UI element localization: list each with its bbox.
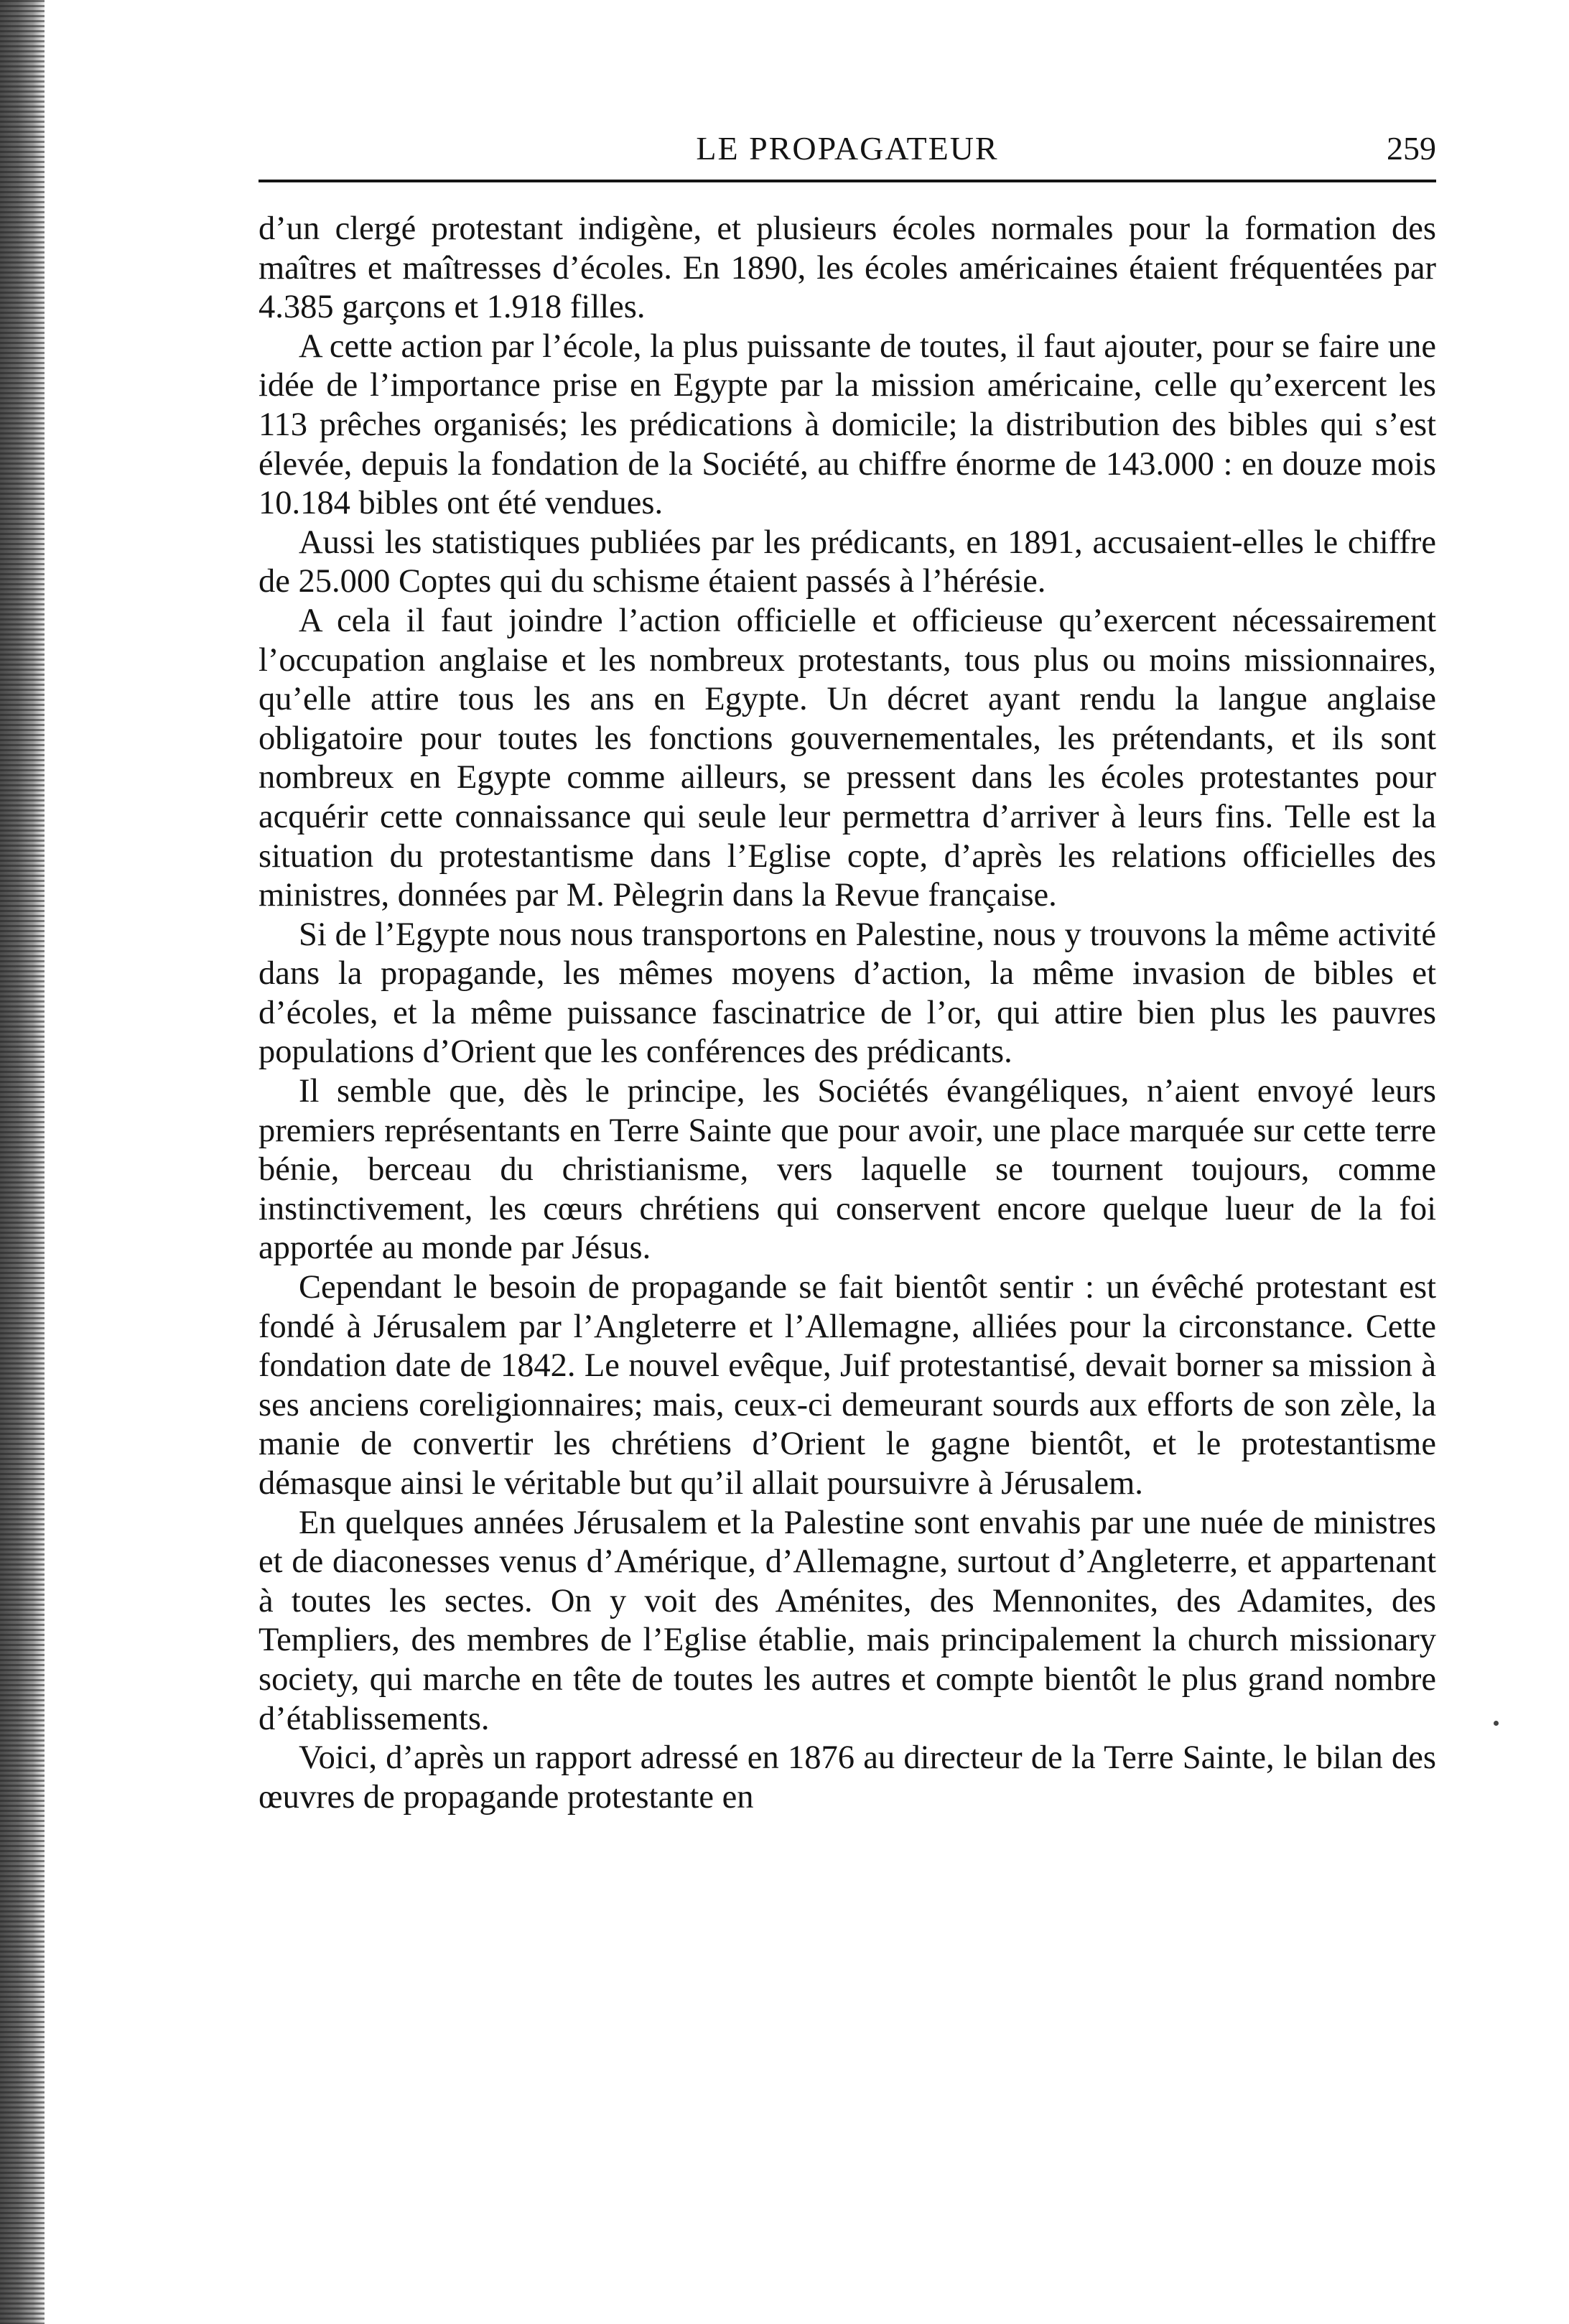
paragraph: A cela il faut joindre l’action officielle et officieuse qu’exercent nécessairement l’occupation anglaise et les nombreux protestants, tous plus ou moins missionnaires, qu’elle attire tous les ans en Egypte. Un décret ayant rendu la langue anglaise obligatoire pour toutes les fonctions gouvernementales, les prétendants, et ils sont nombreux en Egypte comme ailleurs, se pressent dans les écoles protestantes pour acquérir cette connaissance qui seule leur permettra d’arriver à leurs fins. Telle est la situation du protestantisme dans l’Eglise copte, d’après les relations officielles des ministres, données par M. Pèlegrin dans la Revue française. bbox=[259, 602, 1436, 914]
running-title: LE PROPAGATEUR bbox=[696, 130, 999, 167]
paragraph: A cette action par l’école, la plus puissante de toutes, il faut ajouter, pour se faire une idée de l’importance prise en Egypte par la mission américaine, celle qu’exercent les 113 prêches organisés; les prédications à domicile; la distribution des bibles qui s’est élevée, depuis la fondation de la Société, au chiffre énorme de 143.000 : en douze mois 10.184 bibles ont été vendues. bbox=[259, 327, 1436, 522]
page-number: 259 bbox=[1387, 130, 1436, 167]
body-text bbox=[259, 210, 1436, 1817]
paragraph: Il semble que, dès le principe, les Sociétés évangéliques, n’aient envoyé leurs premiers représentants en Terre Sainte que pour avoir, une place marquée sur cette terre bénie, berceau du christianisme, vers laquelle se tournent toujours, comme instinctivement, les cœurs chrétiens qui conservent encore quelque lueur de la foi apportée au monde par Jésus. bbox=[259, 1073, 1436, 1267]
paragraph: Aussi les statistiques publiées par les prédicants, en 1891, accusaient-elles le chiffre de 25.000 Coptes qui du schisme étaient passés à l’hérésie. bbox=[259, 524, 1436, 600]
book-page bbox=[259, 108, 1436, 1817]
ink-speck bbox=[1494, 1721, 1499, 1726]
paragraph: Cependant le besoin de propagande se fait bientôt sentir : un évêché protestant est fondé à Jérusalem par l’Angleterre et l’Allemagne, alliées pour la circonstance. Cette fondation date de 1842. Le nouvel evêque, Juif protestantisé, devait borner sa mission à ses anciens coreligionnaires; mais, ceux-ci demeurant sourds aux efforts de son zèle, la manie de convertir les chrétiens d’Orient le gagne bientôt, et le protestantisme démasque ainsi le véritable but qu’il allait poursuivre à Jérusalem. bbox=[259, 1269, 1436, 1502]
paragraph: Voici, d’après un rapport adressé en 1876 au directeur de la Terre Sainte, le bilan des œuvres de propagande protestante en bbox=[259, 1739, 1436, 1816]
paragraph: d’un clergé protestant indigène, et plusieurs écoles normales pour la formation des maîtres et maîtresses d’écoles. En 1890, les écoles américaines étaient fréquentées par 4.385 garçons et 1.918 filles. bbox=[259, 210, 1436, 326]
paragraph: En quelques années Jérusalem et la Palestine sont envahis par une nuée de ministres et de diaconesses venus d’Amérique, d’Allemagne, surtout d’Angleterre, et appartenant à toutes les sectes. On y voit des Aménites, des Mennonites, des Adamites, des Templiers, des membres de l’Eglise établie, mais principalement la church missionary society, qui marche en tête de toutes les autres et compte bientôt le plus grand nombre d’établissements. bbox=[259, 1504, 1436, 1737]
page-header bbox=[259, 108, 1436, 180]
page-binding-edge bbox=[0, 0, 45, 2324]
header-rule bbox=[259, 180, 1436, 182]
paragraph: Si de l’Egypte nous nous transportons en Palestine, nous y trouvons la même activité dans la propagande, les mêmes moyens d’action, la même invasion de bibles et d’écoles, et la même puissance fascinatrice de l’or, qui attire bien plus les pauvres populations d’Orient que les conférences des prédicants. bbox=[259, 916, 1436, 1071]
